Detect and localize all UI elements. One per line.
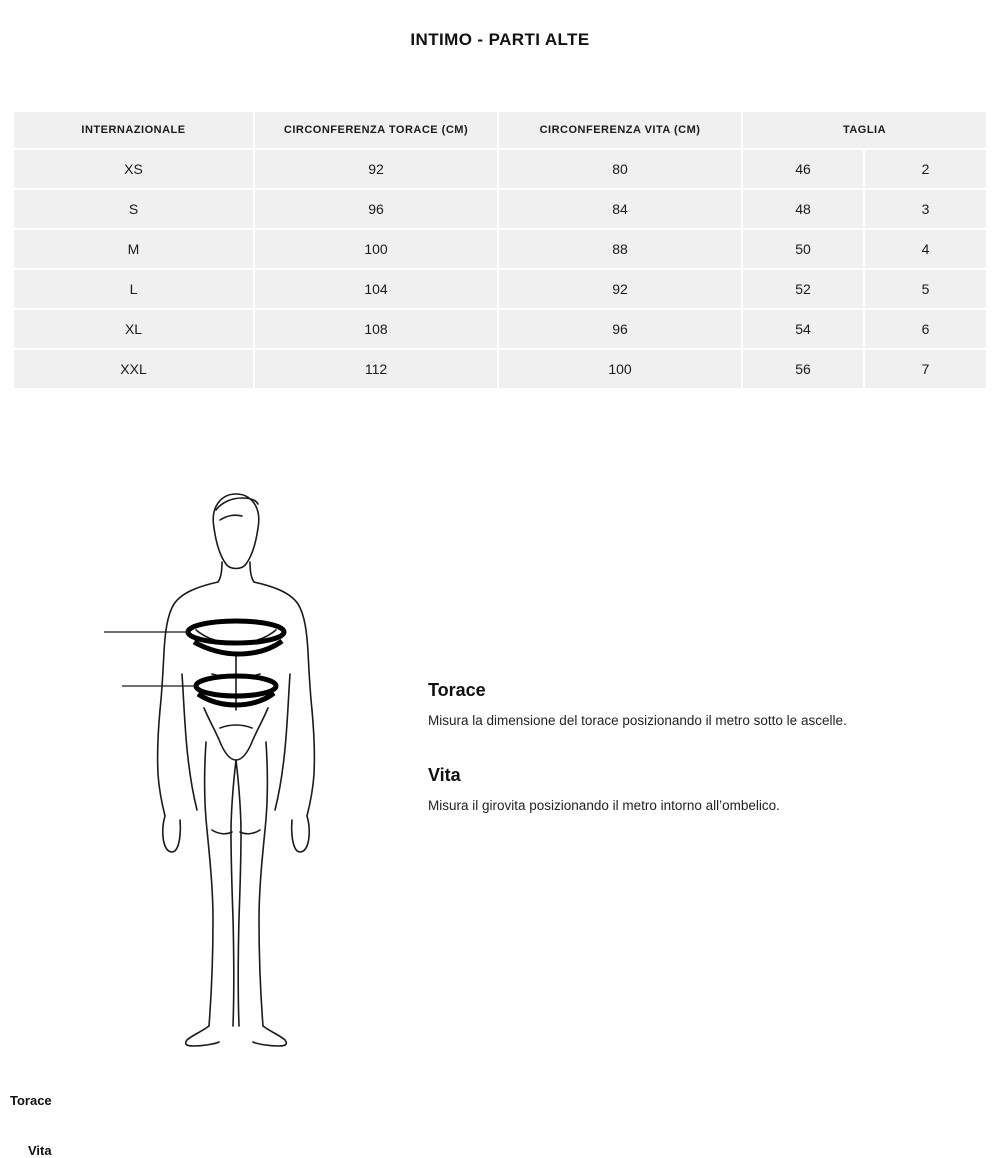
table-row [14,189,986,229]
chest-callout-label: Torace [10,1093,52,1108]
column-header-circonferenza-torace: CIRCONFERENZA TORACE (CM) [254,112,498,149]
size-table [14,112,986,388]
column-header-internazionale: INTERNAZIONALE [14,112,254,149]
cell-taglia-b: 3 [864,189,986,229]
cell-internazionale: XS [14,149,254,189]
cell-vita: 80 [498,149,742,189]
cell-vita: 96 [498,309,742,349]
cell-taglia-a: 46 [742,149,864,189]
body-figure-illustration [36,484,416,1044]
cell-taglia-b: 2 [864,149,986,189]
cell-torace: 92 [254,149,498,189]
table-header-row [14,112,986,149]
note-text-torace: Misura la dimensione del torace posizionando il metro sotto le ascelle. [428,713,847,728]
cell-taglia-b: 5 [864,269,986,309]
column-header-circonferenza-vita: CIRCONFERENZA VITA (CM) [498,112,742,149]
size-guide-page [0,20,1000,1158]
cell-torace: 112 [254,349,498,388]
chest-band [188,621,284,654]
cell-taglia-a: 56 [742,349,864,388]
cell-torace: 100 [254,229,498,269]
column-header-taglia: TAGLIA [742,112,986,149]
cell-internazionale: S [14,189,254,229]
cell-torace: 96 [254,189,498,229]
table-row [14,349,986,388]
cell-torace: 104 [254,269,498,309]
cell-vita: 88 [498,229,742,269]
note-heading-vita: Vita [428,765,461,786]
size-table-body [14,149,986,388]
cell-torace: 108 [254,309,498,349]
note-heading-torace: Torace [428,680,486,700]
cell-vita: 92 [498,269,742,309]
table-row [14,149,986,189]
cell-taglia-a: 54 [742,309,864,349]
cell-taglia-b: 6 [864,309,986,349]
size-table-container [14,112,986,388]
cell-internazionale: XXL [14,349,254,388]
cell-taglia-a: 50 [742,229,864,269]
cell-taglia-b: 7 [864,349,986,388]
cell-internazionale: XL [14,309,254,349]
cell-taglia-a: 48 [742,189,864,229]
table-row [14,229,986,269]
body-figure [36,484,416,1044]
measurement-guide-section [0,484,1000,1158]
cell-vita: 84 [498,189,742,229]
cell-vita: 100 [498,349,742,388]
cell-taglia-b: 4 [864,229,986,269]
cell-taglia-a: 52 [742,269,864,309]
size-table-head [14,112,986,149]
table-row [14,309,986,349]
table-row [14,269,986,309]
measurement-notes [428,680,968,851]
page-title: INTIMO - PARTI ALTE [410,30,590,49]
waist-callout-label: Vita [28,1143,52,1158]
note-text-vita: Misura il girovita posizionando il metro intorno all’ombelico. [428,798,780,814]
cell-internazionale: M [14,229,254,269]
cell-internazionale: L [14,269,254,309]
